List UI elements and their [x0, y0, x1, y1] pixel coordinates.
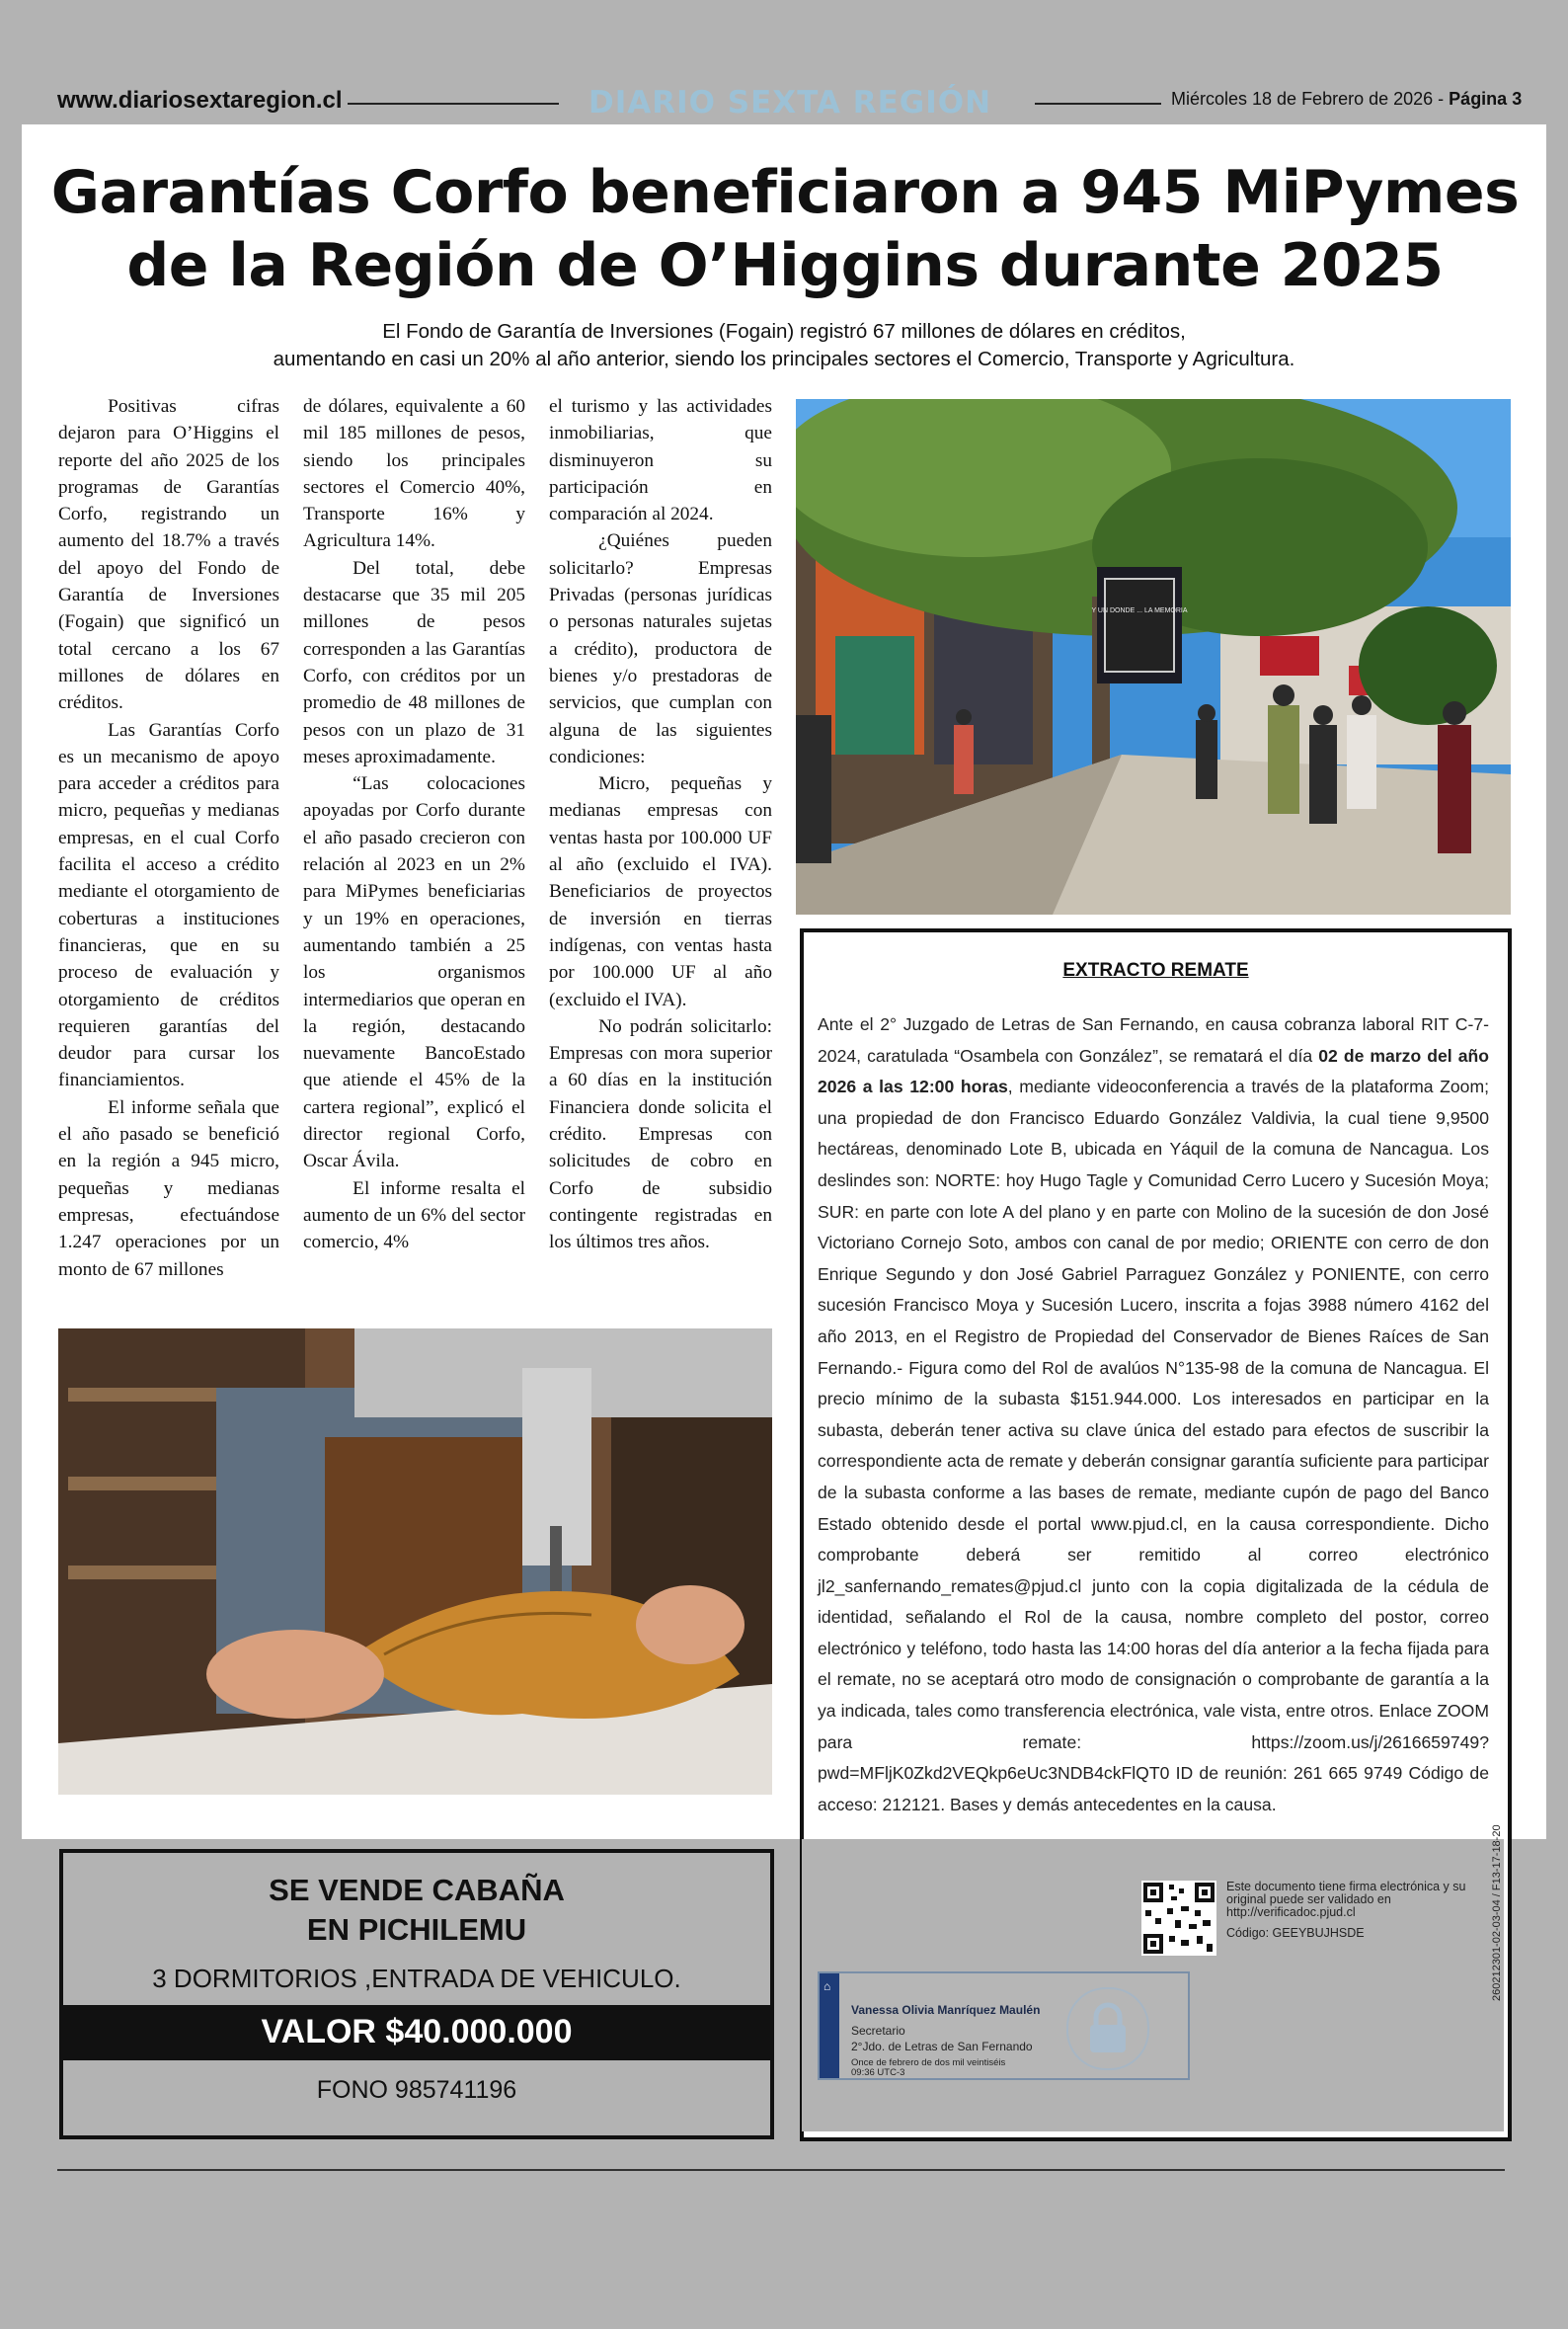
signer-details [851, 2023, 1033, 2054]
masthead-rule-right [1035, 103, 1161, 105]
signature-date: Once de febrero de dos mil veintiséis 09:36 UTC-3 [851, 2057, 1006, 2078]
signer-name: Vanessa Olivia Manríquez Maulén [851, 2003, 1041, 2017]
paragraph: Del total, debe destacarse que 35 mil 205 millones de pesos corresponden a las Garantías Corfo, con créditos por un promedio de 48 millones de pesos con un plazo de 31 meses aproximadamente. [303, 557, 525, 767]
ad-headline: SE VENDE CABAÑA [269, 1873, 565, 1907]
article-column-2 [303, 393, 525, 1256]
subhead-line-1: El Fondo de Garantía de Inversiones (Fogain) registró 67 millones de dólares en créditos, [382, 320, 1186, 343]
issue-date [1171, 89, 1522, 110]
page-number: Página 3 [1449, 89, 1523, 109]
verification-text: Este documento tiene firma electrónica y su original puede ser validado en http://verificadoc.pjud.cl [1226, 1880, 1466, 1919]
qr-code-icon [1141, 1881, 1216, 1956]
verification-code: Código: GEEYBUJHSDE [1226, 1926, 1365, 1940]
signer-court: 2°Jdo. de Letras de San Fernando [851, 2040, 1033, 2053]
signer-role: Secretario [851, 2024, 905, 2038]
auction-notice-body [818, 1009, 1489, 1820]
ad-location: EN PICHILEMU [306, 1912, 527, 1947]
ad-price: VALOR $40.000.000 [261, 2013, 573, 2050]
date-text: Miércoles 18 de Febrero de 2026 - [1171, 89, 1445, 109]
paragraph: ¿Quiénes pueden solicitarlo? Empresas Privadas (personas jurídicas o personas naturales sujetas a crédito), productora de bienes y/o prestadoras de servicios, que cumplan con alguna de las siguientes condiciones: [549, 530, 772, 767]
street-scene-illustration [796, 399, 1511, 915]
article-subhead [59, 318, 1509, 373]
article-headline [39, 156, 1530, 302]
notice-text-part-2: , mediante videoconferencia a través de la plataforma Zoom; una propiedad de don Francisco Eduardo González Valdivia, la cual tiene 9,9500 hectáreas, denominado Lote B, ubicada en Yáquil de la comuna de Nancagua. Los deslindes son: NORTE: hoy Hugo Tagle y Comunidad Cerro Lucero y Sucesión Moya; SUR: en parte con lote A del plano y en parte con Molino de la sucesión de don José Victoriano Cornejo Soto, ambos con canal de por medio; ORIENTE con cerro de don Enrique Segundo y don José Gabriel Parraguez González y PONIENTE, con cerro sucesión Francisco Moya y Sucesión Lucero, inscrita a fojas 3988 número 4162 del año 2013, en el Registro de Propiedad del Conservador de Bienes Raíces de San Fernando.- Figura como del Rol de avalúos N°135-98 de la comuna de Nancagua. El precio mínimo de la subasta $151.944.000. Los interesados en participar en la subasta, deberán tener activa su clave única del estado para efectos de suscribir la correspondiente acta de remate y deberán consignar garantía suficiente para participar de la subasta conforme a las bases de remate, mediante cupón de pago del Banco Estado obtenido desde el portal www.pjud.cl, en la causa correspondiente. Dicho comprobante deberá ser remitido al correo electrónico jl2_sanfernando_remates@pjud.cl junto con la copia digitalizada de la cédula de identidad, señalando el Rol de la causa, nombre completo del postor, correo electrónico y teléfono, todo hasta las 14:00 horas del día anterior a la fecha fijada para el remate, no se aceptará otro modo de consignación o comprobante de garantía a la ya indicada, tales como transferencia electrónica, vale vista, entre otros. Enlace ZOOM para remate: https://zoom.us/j/2616659749?pwd=MFljK0Zkd2VEQkp6eUc3NDB4ckFlQT0 ID de reunión: 261 665 9749 Código de acceso: 212121. Bases y demás antecedentes en la causa. [818, 1077, 1489, 1814]
newspaper-name: DIARIO SEXTA REGIÓN [588, 85, 992, 120]
auction-notice-title: EXTRACTO REMATE [1062, 960, 1249, 981]
shoemaker-photo [58, 1328, 772, 1795]
paragraph: No podrán solicitarlo: Empresas con mora superior a 60 días en la institución Financiera donde solicita el crédito. Empresas con solicitudes de cobro en Corfo de subsidio contingente registradas en los últimos tres años. [549, 1015, 772, 1253]
document-side-code: 260212301-02-03-04 / F13-17-18-20 [1491, 1824, 1503, 2001]
article-column-3 [549, 393, 772, 1256]
auction-date: 02 de marzo del año 2026 a las 12:00 horas [818, 1045, 1489, 1097]
street-photo [796, 399, 1511, 915]
verification-note [1226, 1881, 1483, 1940]
ad-features: 3 DORMITORIOS ,ENTRADA DE VEHICULO. [152, 1964, 681, 1993]
paragraph: de dólares, equivalente a 60 mil 185 millones de pesos, siendo los principales sectores el Comercio 40%, Transporte 16% y Agricultura 14%. [303, 396, 525, 552]
paragraph: Las Garantías Corfo es un mecanismo de apoyo para acceder a créditos para micro, pequeñas y medianas empresas, en el cual Corfo facilita el acceso a crédito mediante el otorgamiento de coberturas a instituciones financieras, que en su proceso de evaluación y otorgamiento de créditos requieren garantías del deudor para cursar los financiamientos. [58, 719, 279, 1091]
masthead-rule-left [348, 103, 559, 105]
notice-text-part-1: Ante el 2° Juzgado de Letras de San Fernando, en causa cobranza laboral RIT C-7-2024, caratulada “Osambela con González”, se rematará el día [818, 1014, 1489, 1066]
paragraph: Positivas cifras dejaron para O’Higgins el reporte del año 2025 de los programas de Garantías Corfo, registrando un aumento del 18.7% a través del apoyo del Fondo de Garantía de Inversiones (Fogain) que significó un total cercano a los 67 millones de dólares en créditos. [58, 396, 279, 714]
paragraph: El informe señala que el año pasado se benefició en la región a 945 micro, pequeñas y medianas empresas, efectuándose 1.247 operaciones por un monto de 67 millones [58, 1096, 279, 1280]
paragraph: el turismo y las actividades inmobiliarias, que disminuyeron su participación en comparación al 2024. [549, 396, 772, 525]
court-seal-icon: ⌂ [823, 1979, 831, 1993]
article-column-1 [58, 393, 279, 1283]
classified-ad [59, 1849, 774, 2139]
street-sign-text: Y UN DONDE ... LA MEMORIA [1091, 607, 1188, 614]
subhead-line-2: aumentando en casi un 20% al año anterior, siendo los principales sectores el Comercio, Transporte y Agricultura. [273, 348, 1295, 370]
lock-icon [1066, 1987, 1149, 2070]
electronic-signature [818, 1971, 1190, 2080]
headline-line-1: Garantías Corfo beneficiaron a 945 MiPymes [50, 158, 1520, 227]
sewing-machine-illustration [58, 1328, 772, 1795]
site-url: www.diariosextaregion.cl [57, 87, 343, 114]
paragraph: El informe resalta el aumento de un 6% del sector comercio, 4% [303, 1177, 525, 1253]
page-bottom-rule [57, 2169, 1505, 2171]
ad-phone: FONO 985741196 [316, 2076, 517, 2104]
paragraph: “Las colocaciones apoyadas por Corfo durante el año pasado crecieron con relación al 2023 en un 2% para MiPymes beneficiarias y un 19% en operaciones, aumentando también a 25 los organismos intermediarios que operan en la región, destacando nuevamente BancoEstado que atiende el 45% de la cartera regional”, explicó el director regional Corfo, Oscar Ávila. [303, 773, 525, 1172]
headline-line-2: de la Región de O’Higgins durante 2025 [126, 231, 1444, 300]
paragraph: Micro, pequeñas y medianas empresas con ventas hasta por 100.000 UF al año (excluido el IVA). Beneficiarios de proyectos de inversión en tierras indígenas, con ventas hasta por 100.000 UF al año (excluido el IVA). [549, 773, 772, 1010]
